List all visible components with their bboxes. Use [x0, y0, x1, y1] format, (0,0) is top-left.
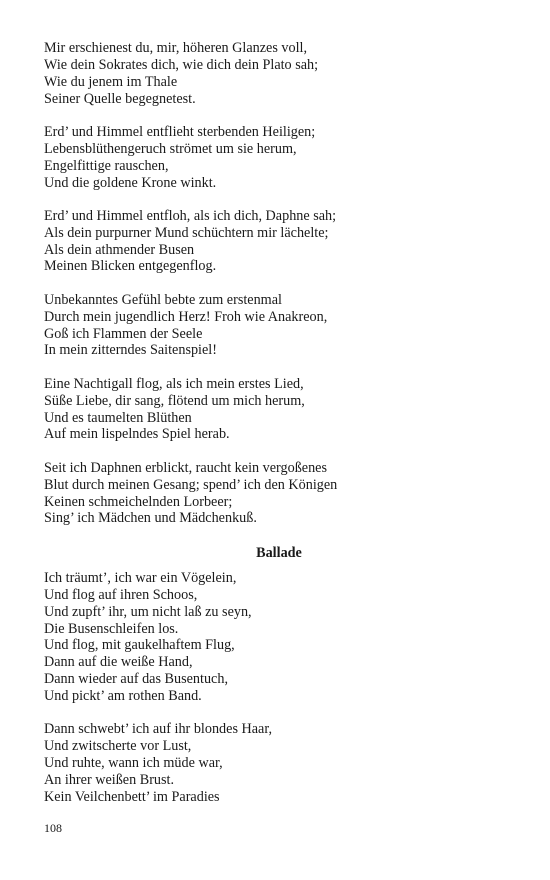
verse-line: Seiner Quelle begegnetest. — [44, 90, 196, 107]
verse-line: Wie du jenem im Thale — [44, 73, 178, 90]
page-number: 108 — [44, 821, 62, 835]
stanza — [44, 208, 514, 275]
ballade-text — [44, 570, 514, 806]
verse-line: Und die goldene Krone winkt. — [44, 174, 217, 191]
verse-line: Und ruhte, wann ich müde war, — [44, 755, 223, 772]
verse-line: Und flog, mit gaukelhaftem Flug, — [44, 637, 235, 654]
stanza — [44, 376, 514, 443]
verse-line: Blut durch meinen Gesang; spend’ ich den Königen — [44, 476, 338, 493]
verse-line: Goß ich Flammen der Seele — [44, 325, 203, 342]
section-title: Ballade — [256, 545, 302, 562]
verse-line: Und es taumelten Blüthen — [44, 409, 192, 426]
verse-line: Eine Nachtigall flog, als ich mein erstes Lied, — [44, 375, 304, 392]
verse-line: Und zwitscherte vor Lust, — [44, 738, 192, 755]
verse-line: Und pickt’ am rothen Band. — [44, 687, 202, 704]
verse-line: Dann wieder auf das Busentuch, — [44, 671, 228, 688]
stanza — [44, 460, 514, 527]
stanza — [44, 40, 514, 107]
stanza — [44, 124, 514, 191]
verse-line: Unbekanntes Gefühl bebte zum erstenmal — [44, 291, 282, 308]
verse-line: Die Busenschleifen los. — [44, 620, 179, 637]
verse-line: Ich träumt’, ich war ein Vögelein, — [44, 570, 237, 587]
verse-line: Dann schwebt’ ich auf ihr blondes Haar, — [44, 721, 273, 738]
stanza — [44, 292, 514, 359]
verse-line: Als dein purpurner Mund schüchtern mir lächelte; — [44, 224, 329, 241]
verse-line: Als dein athmender Busen — [44, 241, 195, 258]
verse-line: Keinen schmeichelnden Lorbeer; — [44, 493, 233, 510]
verse-line: Und zupft’ ihr, um nicht laß zu seyn, — [44, 603, 252, 620]
verse-line: Lebensblüthengeruch strömet um sie herum, — [44, 140, 297, 157]
verse-line: Meinen Blicken entgegenflog. — [44, 258, 217, 275]
verse-line: Auf mein lispelndes Spiel herab. — [44, 426, 230, 443]
stanza — [44, 570, 514, 705]
verse-line: Durch mein jugendlich Herz! Froh wie Anakreon, — [44, 308, 328, 325]
verse-line: Kein Veilchenbett’ im Paradies — [44, 788, 220, 805]
verse-line: Erd’ und Himmel entfloh, als ich dich, Daphne sah; — [44, 207, 337, 224]
verse-line: Seit ich Daphnen erblickt, raucht kein vergoßenes — [44, 459, 328, 476]
verse-line: Engelfittige rauschen, — [44, 157, 169, 174]
stanza — [44, 721, 514, 805]
verse-line: Mir erschienest du, mir, höheren Glanzes voll, — [44, 40, 308, 56]
verse-line: In mein zitterndes Saitenspiel! — [44, 342, 217, 359]
verse-line: Sing’ ich Mädchen und Mädchenkuß. — [44, 510, 257, 527]
poem-text — [44, 40, 514, 527]
verse-line: Und flog auf ihren Schoos, — [44, 586, 198, 603]
book-page — [44, 40, 514, 822]
verse-line: Wie dein Sokrates dich, wie dich dein Plato sah; — [44, 56, 319, 73]
verse-line: Dann auf die weiße Hand, — [44, 654, 193, 671]
verse-line: Süße Liebe, dir sang, flötend um mich herum, — [44, 392, 305, 409]
verse-line: An ihrer weißen Brust. — [44, 771, 175, 788]
ballade-section — [44, 545, 514, 805]
verse-line: Erd’ und Himmel entflieht sterbenden Heiligen; — [44, 123, 316, 140]
